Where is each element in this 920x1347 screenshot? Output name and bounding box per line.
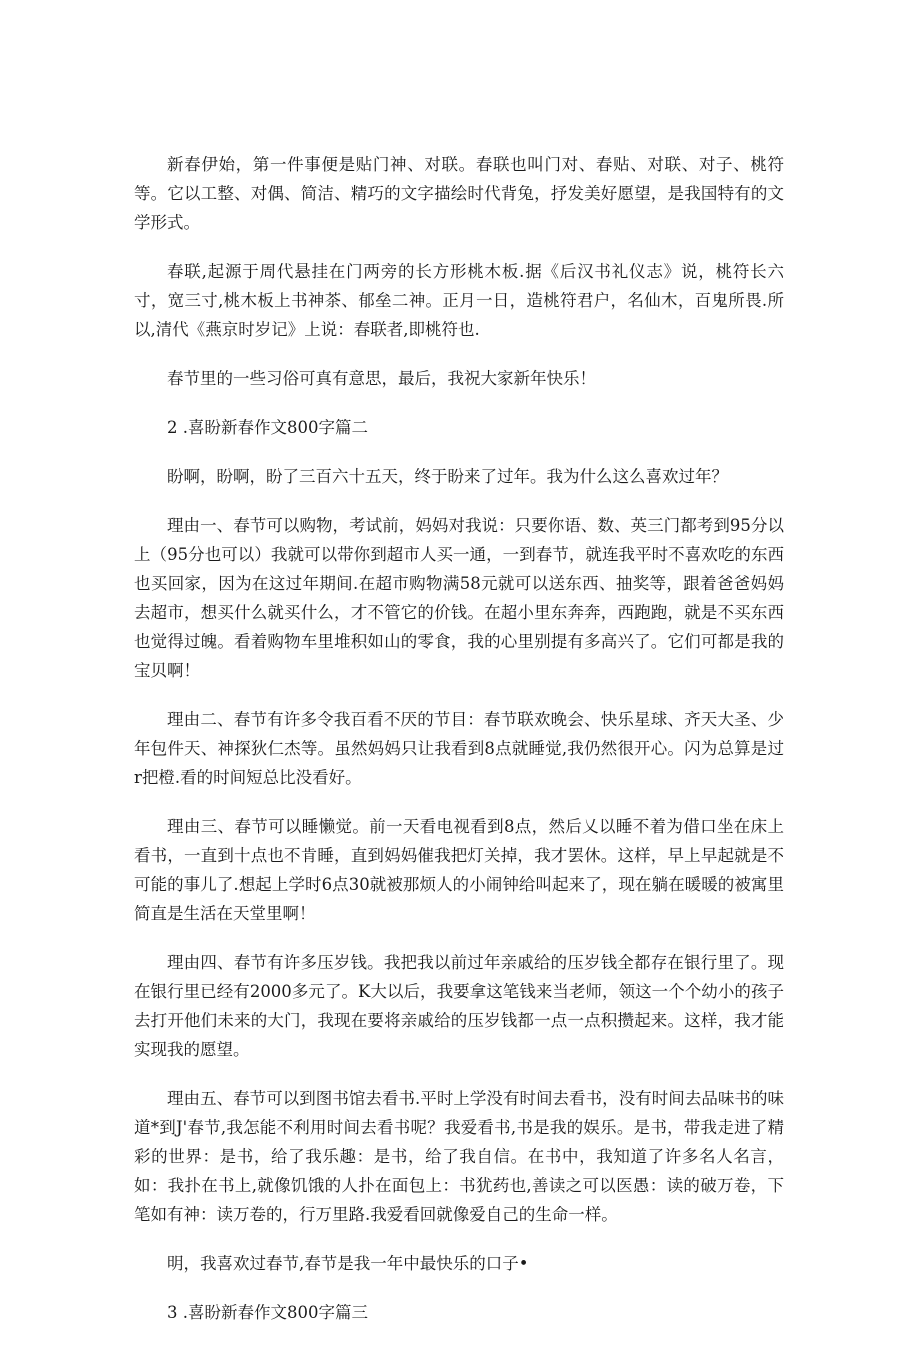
paragraph: 理由一、春节可以购物，考试前，妈妈对我说：只要你语、数、英三门都考到95分以上（95分也可以）我就可以带你到超市人买一通，一到春节，就连我平时不喜欢吃的东西也买回家，因为在这过年期间.在超市购物满58元就可以送东西、抽奖等，跟着爸爸妈妈去超市，想买什么就买什么，才不管它的价钱。在超小里东奔奔，西跑跑，就是不买东西也觉得过魄。看着购物车里堆积如山的零食，我的心里别提有多高兴了。它们可都是我的宝贝啊！ (134, 516, 784, 680)
paragraph: 理由三、春节可以睡懒觉。前一天看电视看到8点，然后乂以睡不着为借口坐在床上看书，一直到十点也不肯睡，直到妈妈催我把灯关掉，我才罢休。这样，早上早起就是不可能的事儿了.想起上学时6点30就被那烦人的小闹钟给叫起来了，现在躺在暖暖的被寓里简直是生活在天堂里啊！ (134, 817, 784, 923)
paragraph: 春联,起源于周代悬挂在门两旁的长方形桃木板.据《后汉书礼仪志》说，桃符长六寸，宽三寸,桃木板上书神茶、郁垒二神。正月一日，造桃符君户，名仙木，百鬼所畏.所以,清代《燕京时岁记》上说：春联者,即桃符也. (134, 262, 784, 339)
paragraph: 盼啊，盼啊，盼了三百六十五天，终于盼来了过年。我为什么这么喜欢过年？ (167, 467, 728, 486)
document-body (134, 150, 784, 1347)
section-heading: 3 .喜盼新春作文800字篇三 (167, 1303, 368, 1322)
paragraph: 新春伊始，第一件事便是贴门神、对联。春联也叫门对、春贴、对联、对子、桃符等。它以工整、对偶、简洁、精巧的文字描绘时代背兔，抒发美好愿望，是我国特有的文学形式。 (134, 155, 784, 232)
section-heading: 2 .喜盼新春作文800字篇二 (167, 418, 368, 437)
paragraph: 理由四、春节有许多压岁钱。我把我以前过年亲戚给的压岁钱全都存在银行里了。现在银行里已经有2000多元了。K大以后，我要拿这笔钱来当老师，领这一个个幼小的孩子去打开他们未来的大门，我现在要将亲戚给的压岁钱都一点一点积攒起来。这样，我才能实现我的愿望。 (134, 953, 784, 1059)
paragraph: 理由五、春节可以到图书馆去看书.平时上学没有时间去看书，没有时间去品味书的味道*到J'春节,我怎能不利用时间去看书呢？我爱看书,书是我的娱乐。是书，带我走进了精彩的世界：是书，给了我乐趣：是书，给了我自信。在书中，我知道了许多名人名言，如：我扑在书上,就像饥饿的人扑在面包上：书犹药也,善读之可以医愚：读的破万卷，下笔如有神：读万卷的，行万里路.我爱看回就像爱自己的生命一样。 (134, 1089, 784, 1224)
paragraph: 明，我喜欢过春节,春节是我一年中最快乐的口子• (167, 1254, 529, 1273)
paragraph: 理由二、春节有许多令我百看不厌的节目：春节联欢晚会、快乐星球、齐天大圣、少年包件天、神探狄仁杰等。虽然妈妈只让我看到8点就睡觉,我仍然很开心。闪为总算是过r把橙.看的时间短总比没看好。 (134, 710, 784, 787)
paragraph: 春节里的一些习俗可真有意思，最后，我祝大家新年快乐！ (167, 369, 596, 388)
